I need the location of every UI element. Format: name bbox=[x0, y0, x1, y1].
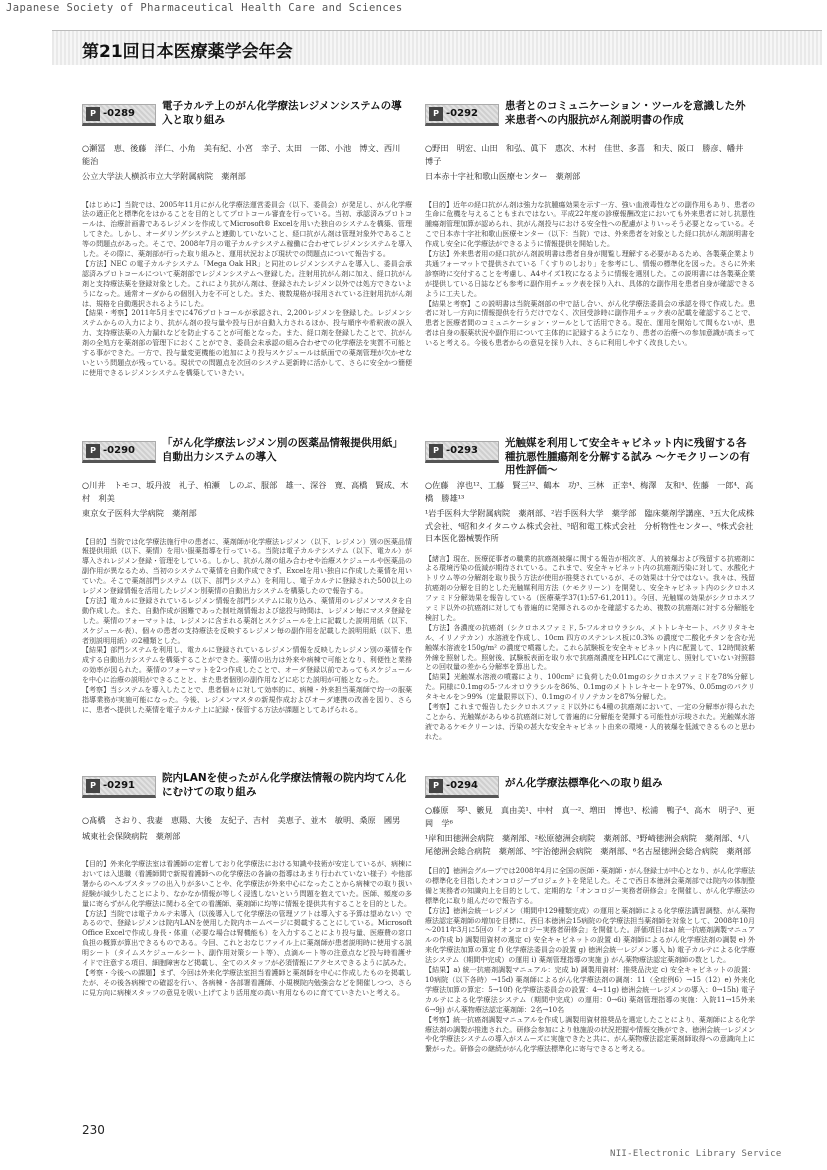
article-0291 bbox=[82, 772, 412, 1100]
body-paragraph: 【方法】NEC の電子カルテシステム「Mega Oak HR」と同社のレジメンシステムを導入し、委員会承認済みプロトコールについて薬剤部でレジメンシステムへ登録した。注射用抗がん剤に加え、経口抗がん剤と支持療法薬を登録対象とした。これにより抗がん剤は、登録されたレジメン以外では処方できないようになった。通常オーダからの個別入力を不可とした。また、複数規格が採用されている注射用抗がん剤は、規格を自動選択されるようにした。 bbox=[82, 259, 412, 308]
article-authors: ○瀬冨 恵、後藤 洋仁、小角 美有紀、小宮 幸子、太田 一郎、小池 博文、西川 能治 bbox=[82, 143, 409, 166]
body-paragraph: 【方法】電カルに登録されているレジメン情報を部門システムに取り込み、薬情用のレジメンマスタを自動作成した。また、自動作成が困難であった制吐剤情報および総投与時間は、レジメン毎にマスタ登録をした。薬情のフォーマットは、レジメンに含まれる薬剤とスケジュールを上に記載した説明用紙（以下、スケジュール表）、個々の患者の支持療法を反映するレジメン毎の副作用を記載した説明用紙（以下、患者別説明用紙）の2種類とした。 bbox=[82, 596, 412, 645]
article-title: 「がん化学療法レジメン別の医薬品情報提供用紙」自動出力システムの導入 bbox=[162, 437, 403, 463]
page-number: 230 bbox=[82, 1123, 105, 1137]
society-header: Japanese Society of Pharmaceutical Health Care and Sciences bbox=[6, 2, 403, 14]
body-paragraph: 【方法】徳洲会統一レジメン（期間中129種類完成）の運用と薬剤師による化学療法講習調整、がん薬物療法認定薬剤師の増加を目標に、西日本徳洲会15病院の化学療法担当薬剤師を対象として、2008年10月～2011年3月に5回の「オンコロジー実務者研修会」を開催した。評価項目はa) 統一抗癌剤調製マニュアルの作成 b) 調製用資材の選定 c) 安全キャビネットの設置 d) 薬剤師によるがん化学療法剤の調製 e) 外来化学療法加算の算定 f) 化学療法委員会の設置 g) 徳洲会統一レジメン導入 h) 電子カルテによる化学療法システム（期間中完成）の運用 i) 薬剤管理指導の実施 j) がん薬物療法認定薬剤師の数とした。 bbox=[425, 906, 755, 965]
body-paragraph: 【考察】これまで報告したシクロホスファミド以外にも4種の抗癌剤において、一定の分解率が得られたことから、光触媒があらゆる抗癌剤に対して普遍的に分解能を発揮する可能性が示唆された。光触媒水溶液であるケモクリーンは、汚染の甚大な安全キャビネット由来の環境・人的被爆を低減できるものと思われた。 bbox=[425, 703, 755, 741]
article-affiliation: 日本赤十字社和歌山医療センター 薬剤部 bbox=[425, 171, 581, 181]
body-paragraph: 【目的】近年の経口抗がん剤は強力な抗腫瘍効果を示す一方、強い血液毒性などの副作用もあり、患者の生命に危機を与えることもまれではない。平成22年度の診療報酬改定においても外来患者に対し抗悪性腫瘍剤管理加算が認められ、抗がん剤投与における安全性への配慮がよりいっそう必要となっている。そこで日本赤十字社和歌山医療センター（以下：当院）では、外来患者を対象とした経口抗がん剤説明書を作成し安全に化学療法ができるように情報提供を開始した。 bbox=[425, 200, 755, 249]
poster-icon: P bbox=[86, 444, 100, 458]
article-affiliation: 公立大学法人横浜市立大学附属病院 薬剤部 bbox=[82, 171, 246, 181]
article-authors: ○藤原 琴¹、籔見 真由美¹、中村 真一²、増田 博也³、松浦 鴨子⁴、高木 明子⁵、更岡 学⁶ bbox=[425, 805, 755, 828]
body-paragraph: 【結果】部門システムを利用し、電カルに登録されているレジメン情報を反映したレジメン別の薬情を作成する自動出力システムを構築することができた。薬情の出力は外来や病棟で可能となり、利便性と業務の効率が図られた。薬情のフォーマットを2つ作成したことで、オーダ登録以前であってもスケジュールを中心に治療の説明ができることと、また患者個別の副作用などに応じた説明が可能となった。 bbox=[82, 646, 412, 685]
article-authors: ○野田 明宏、山田 和弘、眞下 惠次、木村 佳世、多喜 和夫、阪口 勝彦、幡井 博子 bbox=[425, 143, 752, 166]
article-id-badge: P -0289 bbox=[82, 104, 156, 126]
article-body bbox=[425, 555, 755, 800]
body-paragraph: 【目的】当院では化学療法施行中の患者に、薬剤師が化学療法レジメン（以下、レジメン）別の医薬品情報提供用紙（以下、薬情）を用い服薬指導を行っている。当院は電子カルテシステム（以下、電カル）が導入されレジメン登録・管理をしている。しかし、抗がん剤の組み合わせや治療スケジュールや医薬品の副作用が異なるため、当初のシステムで薬情を自動作成できず、Excelを用い独自に作成した薬情を用いていた。そこで薬剤部門システム（以下、部門システム）を利用し、電子カルテに登録された500以上のレジメン登録情報を活用したレジメン別薬情の自動出力システムを構築したので報告する。 bbox=[82, 537, 412, 596]
body-paragraph: 【目的】外来化学療法室は看護師の定着しており化学療法における知識や技術が安定しているが、病棟においては入退職（看護師間で新規看護師への化学療法の各論の指導はあまり行われていない様子）や他部署からのヘルプスタッフの出入りが多いことや、化学療法が外来中心になったことから病棟での取り扱い経験が減少したことにより、なかなか情報が等しく浸透しないという問題を抱えていた。医師、頻度の多量に寄らずがん化学療法に関わる全ての看護師、薬剤師に均等に情報を提供共有することを目的とした。 bbox=[82, 860, 412, 908]
poster-icon: P bbox=[86, 779, 100, 793]
body-paragraph: 【目的】徳洲会グループでは2008年4月に全国の医師・薬剤師・がん登録士が中心となり、がん化学療法の標準化を目指したオンコロジープロジェクトを発足した。そこで西日本徳洲会薬剤部では院内の体制整備と実務者の知識向上を目的として、定期的な「オンコロジー実務者研修会」を開催し、がん化学療法の標準化に取り組んだので報告する。 bbox=[425, 867, 755, 905]
poster-icon: P bbox=[429, 107, 443, 121]
article-affiliation: ¹岸和田徳洲会病院 薬剤部、²松原徳洲会病院 薬剤部、³野崎徳洲会病院 薬剤部、⁴八尾徳洲会総合病院 薬剤部、⁵宇治徳洲会病院 薬剤部、⁶名古屋徳洲会総合病院 薬剤部 bbox=[425, 833, 751, 856]
article-id-badge: P -0292 bbox=[425, 104, 499, 126]
article-title: 電子カルテ上のがん化学療法レジメンシステムの導入と取り組み bbox=[162, 100, 402, 126]
body-paragraph: 【方法】外来患者用の経口抗がん剤説明書は患者自身が閲覧し理解する必要があるため、各製薬企業より共通フォーマットで提供されている「くすりのしおり」を参考にし、情報の標準化を図った。さらに外来診察時に交付することを考慮し、A4サイズ1枚になるように情報を選別した。この説明書には各製薬企業が提供している日誌なども参考に副作用チェック表を採り入れ、具体的な副作用を患者自身が確認できるように工夫した。 bbox=[425, 250, 755, 298]
body-paragraph: 【はじめに】当院では、2005年11月にがん化学療法運営委員会（以下、委員会）が発足し、がん化学療法の適正化と標準化をはかることを目的としてプロトコール審査を行っている。当初、承認済みプロトコールは、治療計画書であるレジメンを作成してMicrosoft® Excelを用いた独自のシステムを構築、管理してきた。しかし、オーダリングシステムと連動していないこと、経口抗がん剤は管理対象外であること等の問題点があった。そこで、2008年7月の電子カルテシステム稼働に合わせてレジメンシステムを導入した。その際に、薬剤部が行った取り組みと、運用状況および現状での問題点について報告する。 bbox=[82, 200, 412, 259]
article-0294 bbox=[425, 772, 755, 1132]
article-title: 院内LANを使ったがん化学療法情報の院内均てん化にむけての取り組み bbox=[162, 772, 407, 798]
meeting-title: 第21回日本医療薬学会年会 bbox=[82, 42, 293, 62]
article-affiliation: 城東社会保険病院 薬剤部 bbox=[82, 830, 181, 841]
body-paragraph: 【考察】当システムを導入したことで、患者個々に対して効率的に、病棟・外来担当薬剤師で均一の服薬指導業務が実施可能になった。今後、レジメンマスタの新規作成およびオーダ連携の改善を図り、さらに、患者へ提供した薬情を電子カルテ上に記録・保管する方法が課題としてあげられる。 bbox=[82, 686, 412, 714]
article-id-badge: P -0294 bbox=[425, 776, 499, 798]
article-0290 bbox=[82, 437, 412, 793]
article-body bbox=[82, 538, 412, 793]
body-paragraph: 【方法】各濃度の抗癌剤（シクロホスファミド, 5-フルオロウラシル、メトトレキセート、パクリタキセル、イリノテカン）水溶液を作成し、10cm 四方のステンレス板に0.3% の濃度で二酸化チタンを含む光触媒水溶液を150g/m² の濃度で噴霧した。これら試験板を安全キャビネット内に配置して、12時間波紫外線を照射した。照射後、試験板表面を取り水で抗癌剤濃度をHPLCにて測定し、照射していない対照群との回収量の差から分解率を算出した。 bbox=[425, 623, 755, 672]
body-paragraph: 【考察】統一抗癌剤調製マニュアルを作成し調製用資材推奨品を選定したことにより、薬剤師による化学療法剤の調製が推進された。研修会参加により他施設の状況把握や情報交換ができ、徳洲会統一レジメンや化学療法システムの導入がスムーズに実施できたと共に、がん薬物療法認定薬剤師取得への意識向上に繋がった。研修会の継続ががん化学療法標準化に寄与できると考える。 bbox=[425, 1015, 755, 1054]
body-paragraph: 【結果・考察】2011年5月までに476プロトコールが承認され、2,200レジメンを登録した。レジメンシステムからの入力により、抗がん剤の投与量や投与日が自動入力されるほか、投与順序や希釈液の誤入力、支持療法薬の入力漏れなどを防止することが可能となった。また、経口剤を登録したことで、抗がん剤の全処方を薬剤部の管理下におくことができ、委員会未承認の組み合わせでの化学療法を実質不可能とする事ができた。一方で、投与量変更機能の追加により投与スケジュールは紙面での薬剤管理が欠かせないという問題点が残っている。現状での問題点を次回のシステム更新時に活かして、さらに安全かつ簡便に使用できるレジメンシステムを構築していきたい。 bbox=[82, 309, 412, 377]
article-body bbox=[82, 860, 412, 1100]
poster-icon: P bbox=[86, 107, 100, 121]
body-paragraph: 【緒言】現在、医療従事者の職業的抗癌剤被爆に関する報告が相次ぎ、人的被爆および残留する抗癌剤による環境汚染の低減が期待されている。これまで、安全キャビネット内の抗癌剤汚染に対して、水酸化ナトリウム等の分解剤を取り扱う方法が使用が推奨されているが、その効果は十分ではない。我々は、残留抗癌剤の分解を目的とした光触媒利用方法（ケモクリーン）を開発し、安全キャビネット内のシクロホスファミド分解効果を報告している（医療薬学37(1):57-61,2011）。今回、光触媒の効果がシクロホスファミド以外の抗癌剤に対しても普遍的に発揮されるのかを確認するため、複数の抗癌剤に対する分解能を検討した。 bbox=[425, 554, 755, 622]
article-authors: ○佐藤 淳也¹²、工藤 賢三¹²、鶴本 功³、三林 正幸⁴、梅澤 友和⁴、佐藤 一郎⁴、高橋 勝雄¹³ bbox=[425, 480, 754, 503]
article-authors: ○髙橋 さおり、我妻 恵陽、大後 友紀子、吉村 美恵子、並木 敏明、桑原 國男 bbox=[82, 815, 401, 825]
poster-icon: P bbox=[429, 444, 443, 458]
body-paragraph: 【結果】a) 統一抗癌剤調製マニュアル：完成 b) 調製用資材：推奨品決定 c) 安全キャビネットの設置：10病院（以下各時）→15d) 薬剤師によるがん化学療法剤の調剤：11（全症例6）→15（12）e) 外来化学療法加算の算定：5→10f) 化学療法委員会の設置：4→11g) 徳洲会統一レジメンの導入：0→15h) 電子カルテによる化学療法システム（期間中完成）の運用：0→6i) 薬剤管理指導の実施：入院11→15外来6→9j) がん薬物療法認定薬剤師：2名→10名 bbox=[425, 966, 755, 1014]
body-paragraph: 【考察・今後への課題】まず、今回は外来化学療法室担当看護師と薬剤師を中心に作成したものを掲載したが、その後各病棟での確認を行い、各病棟・各部署看護師、小規模院内勉強会などを開催しつつ、さらに見方向に病棟スタッフの意見を吸い上げてより活用度の高い有用なものに育てていきたいと考える。 bbox=[82, 968, 412, 997]
article-authors: ○川井 トモコ、坂丹波 礼子、柏瀬 しのぶ、服部 雄一、深谷 寛、高橋 賢成、木村 利美 bbox=[82, 480, 409, 503]
article-id-badge: P -0293 bbox=[425, 441, 499, 463]
article-0293 bbox=[425, 437, 755, 800]
article-id-badge: P -0290 bbox=[82, 441, 156, 463]
body-paragraph: 【方法】当院では電子カルテ未導入（以後導入して化学療法の管理ソフトは導入する予算は望めない）であるので、登録レジメンは院内LANを使用した院内ホームページに掲載することにしている。Microsoft Office Excelで作成し身長・体重（必要な場合は腎機能も）を入力することにより投与量、医療費の窓口負担の概算が算出できるものである。今回、これとおなじファイル上に薬剤師が患者説明時に使用する説明シート（タイムスケジュールシート、副作用対策シート等）、点滴ルート等の注意点など投与時看護サイドで注意する項目、細胞障害など掲載し、全てのスタッフが必須情報にアクセスできるように試みた。 bbox=[82, 909, 412, 968]
article-affiliation: ¹岩手医科大学附属病院 薬剤部、²岩手医科大学 薬学部 臨床薬剤学講座、³五大化成株式会社、⁴昭和タイタニウム株式会社、⁵昭和電工株式会社 分析物性センター、⁶株式会社日本医化器械製作所 bbox=[425, 508, 755, 543]
poster-icon: P bbox=[429, 779, 443, 793]
article-affiliation: 東京女子医科大学病院 薬剤部 bbox=[82, 508, 197, 518]
article-body bbox=[425, 867, 755, 1132]
article-id-badge: P -0291 bbox=[82, 776, 156, 798]
body-paragraph: 【結果と考察】この説明書は当院薬剤部の中で話し合い、がん化学療法委員会の承認を得て作成した。患者に対し一方向に情報提供を行うだけでなく、次回受診時に副作用チェック表の記載を確認することで、患者と医療者間のコミュニケーション・ツールとして活用できる。現在、運用を開始して間もないが、患者は自身の服薬状況や副作用について主体的に記録するようになり、患者の治療への参加意識が高まっていると考える。今後も患者からの意見を採り入れ、さらに利用しやすく改良したい。 bbox=[425, 299, 755, 348]
article-title: 患者とのコミュニケーション・ツールを意識した外来患者への内服抗がん剤説明書の作成 bbox=[505, 100, 746, 126]
library-footer: NII-Electronic Library Service bbox=[610, 1149, 782, 1159]
body-paragraph: 【結果】光触媒水溶液の噴霧により、100cm² に負荷した0.01mgのシクロホスファミドを78%分解した。同様に0.1mgの5-フルオロウラシルを86%、0.1mgのメトトレキセートを97%、0.05mgのパクリタキセルを＞99%（定量限界以下）、0.1mgのイリノテカンを87%分解した。 bbox=[425, 673, 755, 702]
article-title: 光触媒を利用して安全キャビネット内に残留する各種抗悪性腫瘍剤を分解する試み ～ケモクリーンの有用性評価～ bbox=[505, 437, 750, 476]
article-title: がん化学療法標準化への取り組み bbox=[505, 777, 663, 789]
